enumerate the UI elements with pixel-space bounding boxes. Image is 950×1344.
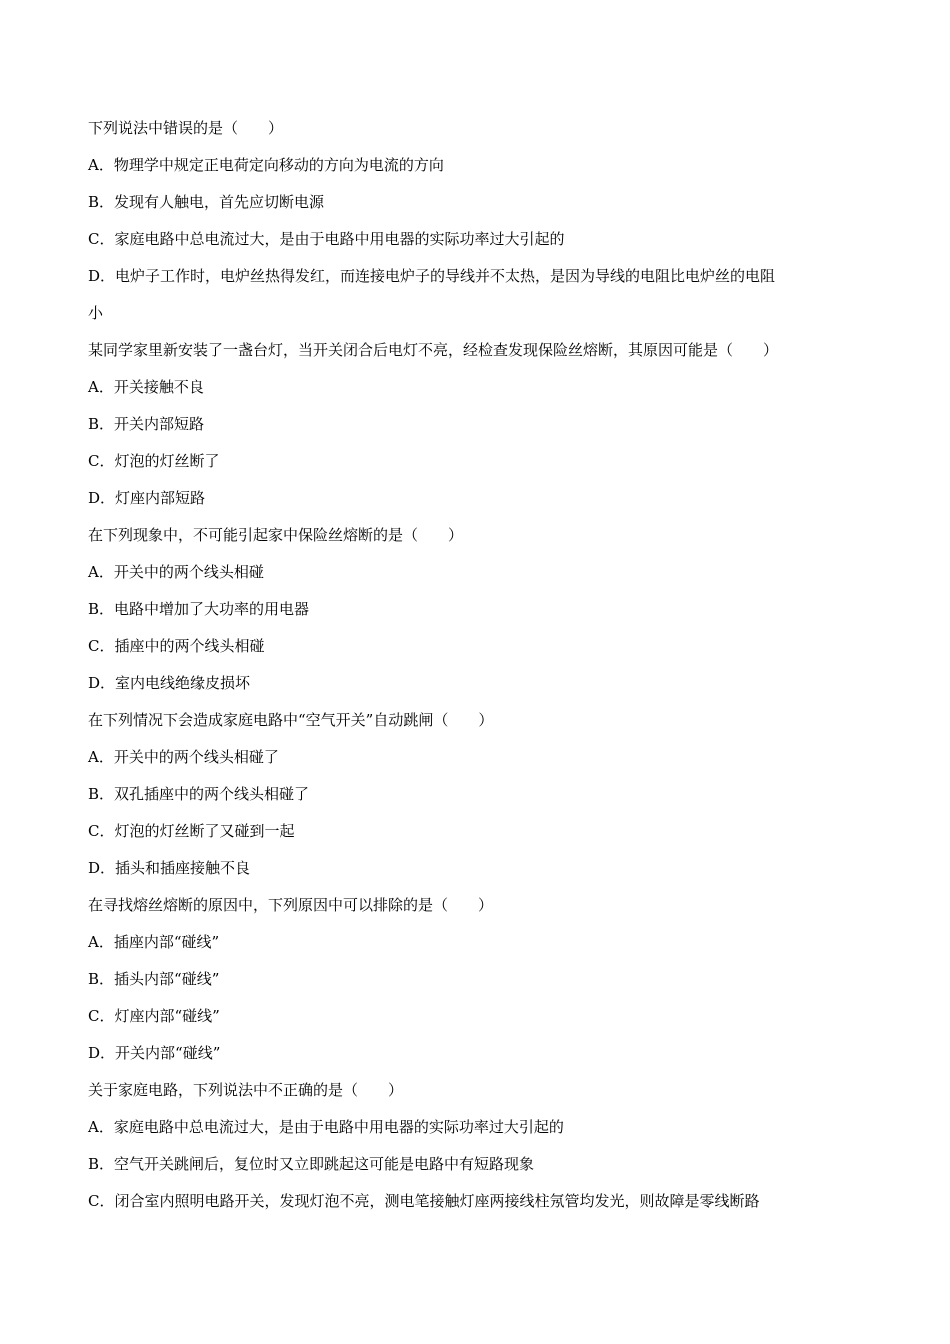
- question-1-option-a: A．物理学中规定正电荷定向移动的方向为电流的方向: [88, 156, 444, 174]
- question-3-option-c: C．插座中的两个线头相碰: [88, 637, 265, 655]
- question-5-stem: 在寻找熔丝熔断的原因中，下列原因中可以排除的是（ ）: [88, 896, 494, 914]
- question-5-option-d: D．开关内部“碰线”: [88, 1044, 221, 1062]
- question-2-option-c: C．灯泡的灯丝断了: [88, 452, 220, 470]
- question-5-option-c: C．灯座内部“碰线”: [88, 1007, 220, 1025]
- question-1-option-c: C．家庭电路中总电流过大，是由于电路中用电器的实际功率过大引起的: [88, 230, 565, 248]
- question-6-option-c: C．闭合室内照明电路开关，发现灯泡不亮，测电笔接触灯座两接线柱氖管均发光，则故障是零线断路: [88, 1192, 760, 1210]
- question-1-option-d-continued: 小: [88, 304, 104, 322]
- question-2-option-d: D．灯座内部短路: [88, 489, 206, 507]
- question-4-option-b: B．双孔插座中的两个线头相碰了: [88, 785, 310, 803]
- question-3-option-b: B．电路中增加了大功率的用电器: [88, 600, 310, 618]
- question-4-stem: 在下列情况下会造成家庭电路中“空气开关”自动跳闸（ ）: [88, 711, 494, 729]
- question-4-option-c: C．灯泡的灯丝断了又碰到一起: [88, 822, 295, 840]
- question-6-option-b: B．空气开关跳闸后，复位时又立即跳起这可能是电路中有短路现象: [88, 1155, 535, 1173]
- question-3-stem: 在下列现象中，不可能引起家中保险丝熔断的是（ ）: [88, 526, 464, 544]
- question-5-option-a: A．插座内部“碰线”: [88, 933, 220, 951]
- question-2-option-b: B．开关内部短路: [88, 415, 205, 433]
- question-1-stem: 下列说法中错误的是（ ）: [88, 119, 284, 137]
- question-3-option-d: D．室内电线绝缘皮损坏: [88, 674, 251, 692]
- question-6-stem: 关于家庭电路，下列说法中不正确的是（ ）: [88, 1081, 404, 1099]
- question-6-option-a: A．家庭电路中总电流过大，是由于电路中用电器的实际功率过大引起的: [88, 1118, 564, 1136]
- question-4-option-a: A．开关中的两个线头相碰了: [88, 748, 279, 766]
- question-2-option-a: A．开关接触不良: [88, 378, 204, 396]
- question-1-option-b: B．发现有人触电，首先应切断电源: [88, 193, 325, 211]
- question-5-option-b: B．插头内部“碰线”: [88, 970, 220, 988]
- question-4-option-d: D．插头和插座接触不良: [88, 859, 251, 877]
- question-3-option-a: A．开关中的两个线头相碰: [88, 563, 264, 581]
- question-1-option-d: D．电炉子工作时，电炉丝热得发红，而连接电炉子的导线并不太热，是因为导线的电阻比电炉丝的电阻: [88, 267, 776, 285]
- question-2-stem: 某同学家里新安装了一盏台灯，当开关闭合后电灯不亮，经检查发现保险丝熔断，其原因可能是（ ）: [88, 341, 779, 359]
